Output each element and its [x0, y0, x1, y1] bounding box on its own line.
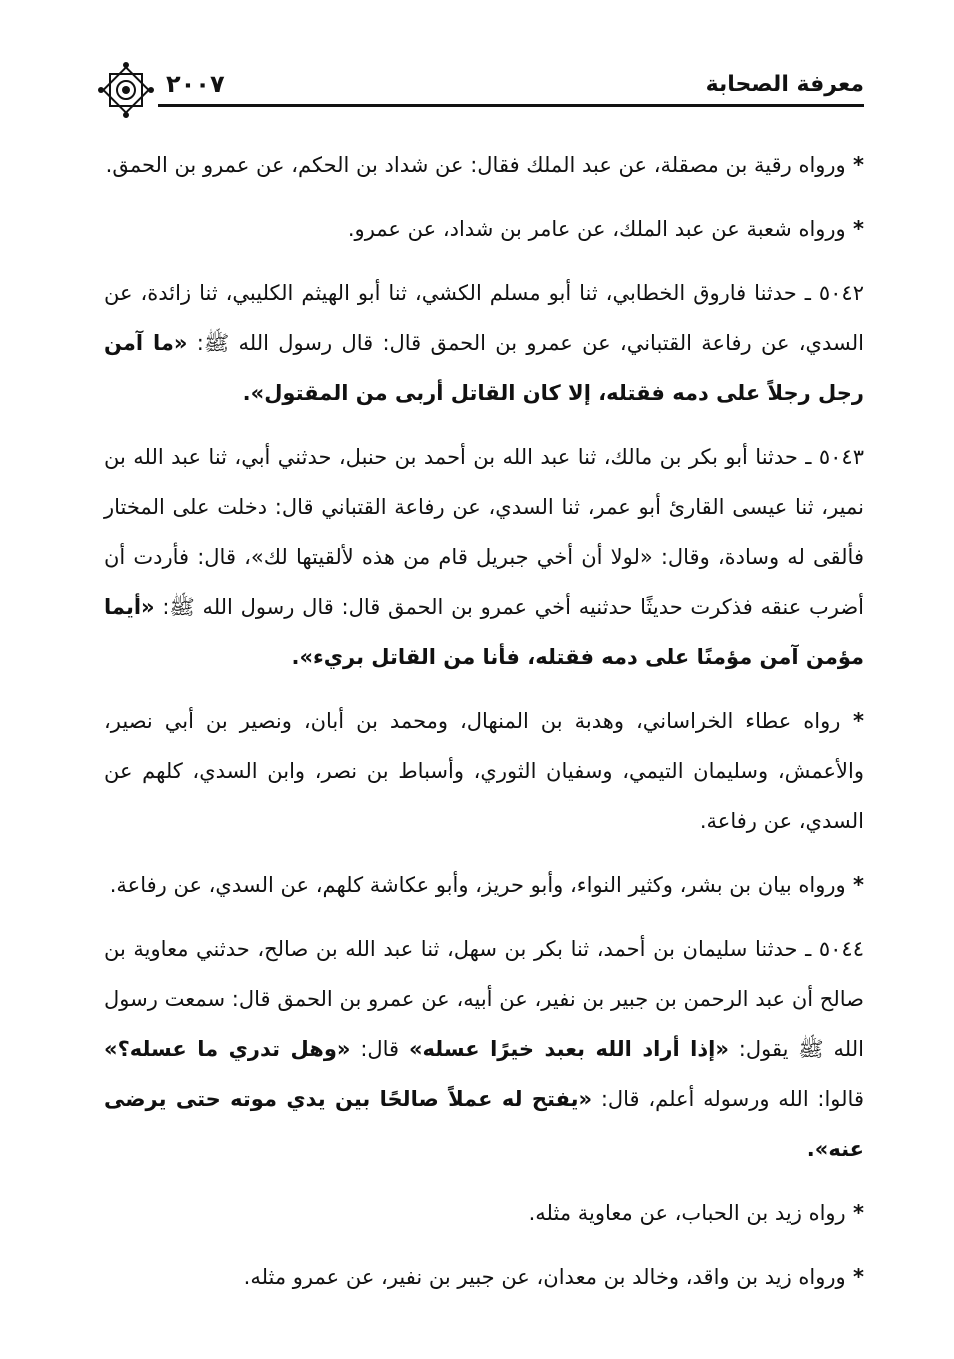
- paragraph-riwaya-6: [104, 1252, 864, 1302]
- hadith-matn: «أيما مؤمن آمن مؤمنًا على دمه فقتله، فأنا من القاتل بريء».: [104, 595, 864, 669]
- page-body: [104, 140, 864, 1316]
- paragraph-riwaya-3: [104, 696, 864, 846]
- hadith-mid-1: قال:: [350, 1037, 409, 1061]
- asterisk-marker: *: [845, 873, 864, 897]
- paragraph-riwaya-2: [104, 204, 864, 254]
- paragraph-riwaya-5: [104, 1188, 864, 1238]
- ornament-icon: [96, 60, 156, 120]
- page-header: [96, 60, 864, 120]
- hadith-5043: [104, 432, 864, 682]
- hadith-matn-2: «وهل تدري ما عسله؟»: [104, 1037, 351, 1061]
- paragraph-text: ورواه شعبة عن عبد الملك، عن عامر بن شداد، عن عمرو.: [347, 217, 846, 241]
- header-divider: [158, 104, 864, 107]
- asterisk-marker: *: [845, 153, 864, 177]
- paragraph-text: رواه عطاء الخراساني، وهدبة بن المنهال، ومحمد بن أبان، ونصير بن أبي نصير، والأعمش، وسليمان التيمي، وسفيان الثوري، وأسباط بن نصر، وابن السدي، كلهم عن السدي، عن رفاعة.: [104, 709, 864, 833]
- paragraph-text: رواه زيد بن الحباب، عن معاوية مثله.: [528, 1201, 846, 1225]
- page-number: ٢٠٠٧: [166, 70, 225, 98]
- asterisk-marker: *: [845, 217, 864, 241]
- hadith-matn-3: «يفتح له عملاً صالحًا بين يدي موته حتى يرضى عنه».: [104, 1087, 864, 1161]
- hadith-5044: [104, 924, 864, 1174]
- paragraph-riwaya-1: [104, 140, 864, 190]
- paragraph-text: ورواه بيان بن بشر، وكثير النواء، وأبو حريز، وأبو عكاشة كلهم، عن السدي، عن رفاعة.: [109, 873, 846, 897]
- hadith-isnad: ٥٠٤٢ ـ حدثنا فاروق الخطابي، ثنا أبو مسلم الكشي، ثنا أبو الهيثم الكليبي، ثنا زائدة، عن السدي، عن رفاعة القتباني، عن عمرو بن الحمق قال: قال رسول الله ﷺ:: [104, 281, 864, 355]
- paragraph-riwaya-4: [104, 860, 864, 910]
- hadith-isnad: ٥٠٤٣ ـ حدثنا أبو بكر بن مالك، ثنا عبد الله بن أحمد بن حنبل، حدثني أبي، ثنا عبد الله بن نمير، ثنا عيسى القارئ أبو عمر، ثنا السدي، عن رفاعة القتباني قال: دخلت على المختار فألقى له وسادة، وقال: «لولا أن أخي جبريل قام من هذه لألقيتها لك»، قال: فأردت أن أضرب عنقه فذكرت حديثًا حدثنيه أخي عمرو بن الحمق قال: قال رسول الله ﷺ:: [104, 445, 864, 619]
- hadith-matn: «ما آمن رجل رجلاً على دمه فقتله، إلا كان القاتل أربى من المقتول».: [104, 331, 864, 405]
- hadith-isnad: ٥٠٤٤ ـ حدثنا سليمان بن أحمد، ثنا بكر بن سهل، ثنا عبد الله بن صالح، حدثني معاوية بن صالح أن عبد الرحمن بن جبير بن نفير، عن أبيه، عن عمرو بن الحمق قال: سمعت رسول الله ﷺ يقول:: [104, 937, 864, 1061]
- hadith-5042: [104, 268, 864, 418]
- asterisk-marker: *: [840, 709, 865, 733]
- hadith-matn-1: «إذا أراد الله بعبد خيرًا عسله»: [408, 1037, 729, 1061]
- running-title: معرفة الصحابة: [705, 72, 864, 97]
- hadith-mid-2: قالوا: الله ورسوله أعلم، قال:: [592, 1087, 864, 1111]
- paragraph-text: ورواه رقية بن مصقلة، عن عبد الملك فقال: عن شداد بن الحكم، عن عمرو بن الحمق.: [105, 153, 846, 177]
- asterisk-marker: *: [845, 1265, 864, 1289]
- paragraph-text: ورواه زيد بن واقد، وخالد بن معدان، عن جبير بن نفير، عن عمرو مثله.: [243, 1265, 846, 1289]
- asterisk-marker: *: [845, 1201, 864, 1225]
